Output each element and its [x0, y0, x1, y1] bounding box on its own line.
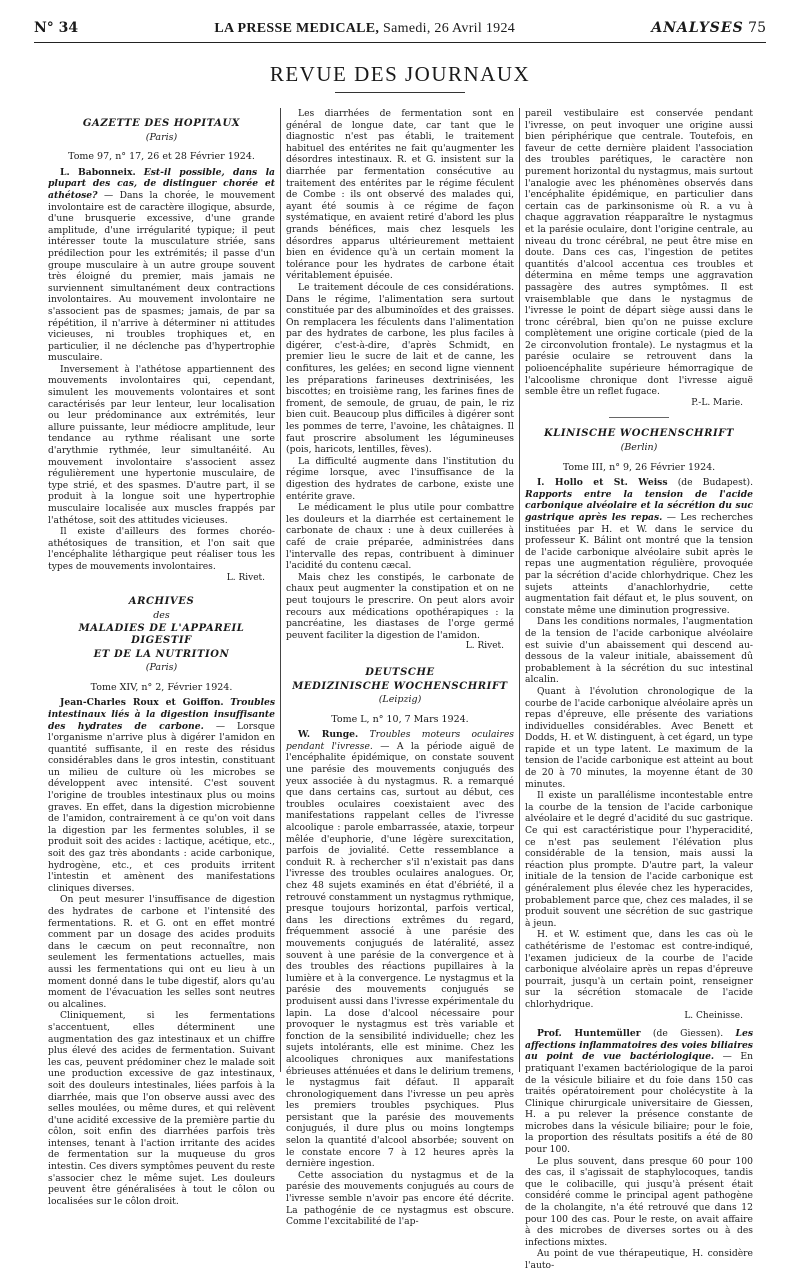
article-paragraph: La difficulté augmente dans l'institution du régime lorsque, avec l'insuffisance de la digestion des hydrates de carbone, existe une entérite grave.	[286, 455, 514, 502]
article-text: — En pratiquant l'examen bactériologique de la paroi de la vésicule biliaire et du foie dans 150 cas traités opératoirement pour cholécystite à la Clinique chirurgicale universitaire de Giessen, H. a pu relever la présence constante de microbes dans la vésicule biliaire; pour le foie, la proportion des résultats positifs a été de 80 pour 100.	[525, 1051, 754, 1156]
article-title: Troubles moteurs oculaires pendant l'ivresse.	[286, 729, 515, 752]
journal-heading: DEUTSCHE	[365, 666, 435, 678]
journal-heading: ARCHIVES	[128, 596, 195, 608]
article-location: (de Giessen).	[652, 1028, 724, 1040]
article-paragraph	[48, 697, 275, 894]
signature: L. Cheinisse.	[684, 1010, 743, 1021]
journal-reference: Tome 97, n° 17, 26 et 28 Février 1924.	[68, 151, 255, 163]
issue-date: Samedi, 26 Avril 1924	[383, 21, 516, 36]
section-title: REVUE DES JOURNAUX	[269, 62, 531, 86]
article-author: L. Babonneix.	[60, 166, 136, 178]
article-title: Est-il possible, dans la plupart des cas, de distinguer chorée et athétose?	[48, 166, 276, 201]
journal-heading: ET DE LA NUTRITION	[93, 648, 230, 660]
article-paragraph: pareil vestibulaire est conservée pendant l'ivresse, on peut invoquer une origine aussi bien périphérique que centrale. Toutefois, en faveur de cette dernière plaident l'association des troubles parétiques, le caractère non purement horizontal du nystagmus, mais surtout l'analogie avec les phénomènes observés dans l'encéphalite épidémique, en particulier dans certain cas de parkinsonisme où R. a vu à chaque aggravation réapparaître le nystagmus et la parésie oculaire, dont l'origine centrale, au niveau du tronc cérébral, ne peut être mise en doute. Dans ces cas, l'ingestion de petites quantités d'alcool accentua ces troubles et détermina en même temps une aggravation passagère des autres symptômes. Il est vraisemblable que dans le nystagmus de l'ivresse le point de départ siège aussi dans le tronc cérébral, bien qu'on ne puisse exclure complètement une origine corticale (pied de la 2e circonvolution frontale). Le nystagmus et la parésie oculaire se retrouvent dans la polioencéphalite supérieure hémorragique de l'alcoolisme chronique dont l'ivresse aiguë semble être un reflet fugace.	[525, 108, 753, 398]
journal-name: LA PRESSE MEDICALE,	[214, 21, 380, 36]
journal-heading: GAZETTE DES HOPITAUX	[82, 118, 241, 129]
article-text: — Les recherches instituées par H. et W. dans le service du professeur K. Bálint ont montré que la tension de l'acide carbonique alvéolaire subit après le repas une augmentation régulière, provoquée par la sécrétion d'acide chlorhydrique. Chez les sujets atteints d'anachlorhydrie, cette augmentation fait défaut et, le plus souvent, on constate même une diminution progressive.	[525, 512, 753, 616]
column-1	[48, 108, 276, 1207]
journal-city: (Paris)	[145, 131, 178, 143]
article-text: — Lorsque l'organisme n'arrive plus à digérer l'amidon en quantité suffisante, il en reste des résidus considérables dans le gros intestin, constituant un milieu de culture où les microbes se développent avec intensité. C'est souvent l'origine de troubles intestinaux plus ou moins graves. En effet, dans la digestion microbienne de l'amidon, contrairement à ce qu'on voit dans la digestion par les fermentes solubles, il se produit soit des acides : lactique, acétique, etc., soit des gaz très abondants : acide carbonique, hydrogène, etc., et ces produits irritent l'intestin et amènent des manifestations cliniques diverses.	[48, 720, 275, 894]
article-paragraph: Le traitement découle de ces considérations. Dans le régime, l'alimentation sera surtout constituée par des albuminoïdes et des graisses. On remplacera les féculents dans l'alimentation par des hydrates de carbone, les plus faciles à digérer, c'est-à-dire, d'après Schmidt, en premier lieu le sucre de lait et de canne, les confitures, les gelées; en second ligne viennent les préparations farineuses dextrinisées, les biscottes; en troisième rang, les farines fines de froment, de semoule, de gruau, de pain, le riz bien cuit. Beaucoup plus difficiles à digérer sont les pommes de terre, l'avoine, les châtaignes. Il faut proscrire absolument les légumineuses (pois, haricots, lentilles, fèves).	[286, 281, 514, 456]
journal-city: (Paris)	[145, 662, 178, 674]
article-paragraph: Quant à l'évolution chronologique de la courbe de l'acide carbonique alvéolaire après un repas d'épreuve, elle présente des variations individuelles considérables. Avec Benett et Dodds, H. et W. distinguent, à cet égard, un type rapide et un type latent. Le maximum de la tension de l'acide carbonique est atteint au bout de 20 à 70 minutes, la moyenne étant de 30 minutes.	[525, 685, 753, 790]
header-rule	[34, 42, 766, 43]
article-paragraph: Les diarrhées de fermentation sont en général de longue date, car tant que le diagnostic n'est pas établi, le traitement habituel des entérites ne fait qu'augmenter les désordres intestinaux. R. et G. insistent sur la diarrhée par fermentation consécutive au traitement des entérites par le régime féculent de Combe : ils ont observé des malades qui, ayant été soumis à ce régime de façon systématique, en avaient retiré d'abord les plus grands bénéfices, mais chez lesquels les désordres apparus ultérieurement mettaient bien en évidence qu'à un certain moment la tolérance pour les hydrates de carbone était véritablement épuisée.	[286, 108, 514, 282]
running-title	[214, 21, 515, 37]
article-paragraph	[525, 477, 753, 616]
column-divider	[280, 108, 281, 1072]
column-divider	[519, 108, 520, 1072]
column-2	[286, 108, 515, 1228]
article-paragraph: Cliniquement, si les fermentations s'accentuent, elles déterminent une augmentation des gaz intestinaux et un chiffre plus élevé des acides de fermentation. Suivant les cas, peuvent prédominer chez le malade soit une production excessive de gaz intestinaux, soit des douleurs intestinales, liées parfois à la diarrhée, mais que l'on observe aussi avec des selles moulées, ou même dures, et qui relèvent d'une acidité excessive de la première partie du côlon, soit enfin des diarrhées parfois très intenses, tenant à l'action irritante des acides de fermentation sur la muqueuse du gros intestin. Ces divers symptômes peuvent du reste s'associer chez le même sujet. Les douleurs peuvent être généralisées à tout le côlon ou localisées sur le côlon droit.	[48, 1010, 275, 1207]
section-page	[651, 20, 766, 36]
page-header	[34, 20, 766, 42]
issue-number: N° 34	[34, 20, 79, 36]
article-paragraph: Au point de vue thérapeutique, H. considère l'auto-	[525, 1248, 753, 1271]
article-title: Troubles intestinaux liés à la digestion insuffisante des hydrates de carbone.	[48, 697, 275, 732]
article-title: Les affections inflammatoires des voies biliaires au point de vue bactériologique.	[525, 1028, 753, 1063]
article-text: — Dans la chorée, le mouvement involontaire est de caractère illogique, absurde, d'une brusquerie excessive, d'une grande amplitude, d'une irrégularité typique; il peut intéresser toute la musculature striée, sans prédilection pour les extrémités; il passe d'un groupe musculaire à un autre groupe souvent très éloigné du premier, mais jamais ne surviennent simultanément deux contractions involontaires. Au mouvement involontaire ne s'associent pas de spasmes; jamais, de par sa répétition, il n'arrive à déterminer ni attitudes vicieuses, ni troubles trophiques et, en particulier, il ne déclenche pas d'hypertrophie musculaire.	[48, 189, 275, 364]
column-3	[525, 108, 754, 1271]
article-paragraph: Dans les conditions normales, l'augmentation de la tension de l'acide carbonique alvéolaire est suivie d'un abaissement qui descend au-dessous de la valeur initiale, abaissement dû probablement à la sécrétion du suc intestinal alcalin.	[525, 616, 753, 686]
article-author: Prof. Huntemüller	[537, 1028, 641, 1040]
article-author: Jean-Charles Roux et Goiffon.	[60, 697, 224, 709]
journal-heading: KLINISCHE WOCHENSCHRIFT	[543, 428, 735, 440]
journal-heading: MALADIES DE L'APPAREIL DIGESTIF	[78, 623, 245, 646]
article-author: I. Hollo et St. Weiss	[537, 477, 668, 489]
article-paragraph: Le plus souvent, dans presque 60 pour 100 des cas, il s'agissait de staphylocoques, tandis que le colibacille, qui jusqu'à présent était considéré comme le principal agent pathogène de la cholangite, n'a été retrouvé que dans 12 pour 100 des cas. Pour le reste, on avait affaire à des microbes de diverses sortes ou à des infections mixtes.	[525, 1155, 753, 1248]
article-paragraph: Le médicament le plus utile pour combattre les douleurs et la diarrhée est certainement le carbonate de chaux : une à deux cuillerées à café de craie préparée, administrées dans l'intervalle des repas, contribuent à diminuer l'acidité du contenu cæcal.	[286, 502, 514, 572]
article-paragraph	[286, 729, 514, 1170]
article-paragraph: Cette association du nystagmus et de la parésie des mouvements conjugués au cours de l'ivresse semble n'avoir pas encore été décrite. La pathogénie de ce nystagmus est obscure. Comme l'excitabilité de l'ap-	[286, 1169, 514, 1228]
journal-city: (Leipzig)	[378, 694, 422, 706]
article-location: (de Budapest).	[677, 477, 753, 489]
article-paragraph: Il existe un parallélisme incontestable entre la courbe de la tension de l'acide carbonique alvéolaire et le degré d'acidité du suc gastrique. Ce qui est caractéristique pour l'hyperacidité, ce n'est pas seulement l'élévation plus considérable de la tension, mais aussi la réaction plus prompte. D'autre part, la valeur initiale de la tension de l'acide carbonique est généralement plus élevée chez les hyperacides, probablement parce que, chez ces malades, il se produit souvent une sécrétion de suc gastrique à jeun.	[525, 790, 753, 929]
article-paragraph	[525, 1028, 753, 1156]
section-name: ANALYSES	[651, 20, 744, 36]
article-paragraph: Mais chez les constipés, le carbonate de chaux peut augmenter la constipation et on ne peut toujours le prescrire. On peut alors avoir recours aux médications opothérapiques : la pancréatine, les diastases de l'orge germé peuvent faciliter la digestion de l'amidon.	[286, 571, 514, 641]
journal-reference: Tome III, n° 9, 26 Février 1924.	[562, 461, 716, 473]
article-text: — A la période aiguë de l'encéphalite épidémique, on constate souvent une parésie des mouvements conjugués des yeux associée à du nystagmus. R. a remarqué que dans certains cas, surtout au début, ces troubles oculaires coexistaient avec des manifestations rappelant celles de l'ivresse alcoolique : parole embarrassée, ataxie, torpeur mêlée d'euphorie, d'une légère surexcitation, parfois de jovialité. Cette ressemblance a conduit R. à rechercher s'il n'existait pas dans l'ivresse des troubles oculaires analogues. Or, chez 48 sujets examinés en état d'ébriété, il a retrouvé constamment un nystagmus rythmique, presque toujours horizontal, parfois vertical, dans les directions extrêmes du regard, fréquemment associé à une parésie des mouvements conjugués de latéralité, assez souvent à une parésie de la convergence et à des troubles des réactions pupillaires à la lumière et à la convergence. Le nystagmus et la parésie des mouvements conjugués se produisent aussi dans l'ivresse expérimentale du lapin. La dose d'alcool nécessaire pour provoquer le nystagmus est très variable et fonction de la sensibilité individuelle; chez les sujets intolérants, elle est minime. Chez les alcooliques chroniques aux manifestations ébrieuses atténuées et dans le delirium tremens, le nystagmus fait défaut. Il apparaît chronologiquement dans l'ivresse un peu après les premiers troubles psychiques. Plus persistant que la parésie des mouvements conjugués, il dure plus ou moins longtemps selon la quantité d'alcool absorbée; souvent on le constate encore 7 à 12 heures après la dernière ingestion.	[286, 740, 515, 1170]
article-paragraph: Inversement à l'athétose appartiennent des mouvements involontaires qui, cependant, simulent les mouvements volontaires et sont caractérisés par leur lenteur, leur localisation ou leur prédominance aux extrémités, leur allure puissante, leur médiocre amplitude, leur tendance au rythme réalisant une sorte d'arythmie rythmée, leur simultanéité. Au mouvement involontaire s'associent assez régulièrement une hypertonie musculaire, de type strié, et des spasmes. D'autre part, il se produit à la longue soit une hypertrophie musculaire localisée aux muscles frappés par l'athétose, soit des attitudes vicieuses.	[48, 363, 275, 526]
page-number: 75	[748, 20, 766, 36]
article-paragraph: On peut mesurer l'insuffisance de digestion des hydrates de carbone et l'intensité des fermentations. R. et G. ont en effet montré comment par un dosage des acides produits dans le cæcum on peut reconnaître, non seulement les fermentations actuelles, mais aussi les fermentations qui ont eu lieu à un moment donné dans le tube digestif, alors qu'au moment de l'évacuation les selles sont neutres ou alcalines.	[48, 894, 275, 1010]
journal-heading-connector: des	[153, 609, 170, 621]
article-paragraph	[48, 167, 275, 364]
article-author: W. Runge.	[298, 729, 359, 741]
article-paragraph: H. et W. estiment que, dans les cas où le cathétérisme de l'estomac est contre-indiqué, l'examen judicieux de la courbe de l'acide carbonique alvéolaire après un repas d'épreuve pourrait, jusqu'à un certain point, renseigner sur la sécrétion stomacale de l'acide chlorhydrique.	[525, 929, 753, 1010]
journal-reference: Tome L, n° 10, 7 Mars 1924.	[331, 713, 469, 725]
journal-reference: Tome XIV, n° 2, Février 1924.	[90, 681, 233, 693]
signature: L. Rivet.	[226, 572, 265, 583]
signature: L. Rivet.	[465, 641, 504, 652]
article-title: Rapports entre la tension de l'acide carbonique alvéolaire et la sécrétion du suc gastrique après les repas.	[525, 488, 753, 523]
title-rule	[335, 92, 465, 93]
journal-heading: MEDIZINISCHE WOCHENSCHRIFT	[292, 680, 508, 692]
section-rule	[609, 417, 669, 418]
signature: P.-L. Marie.	[691, 397, 743, 408]
journal-city: (Berlin)	[620, 442, 658, 454]
article-paragraph: Il existe d'ailleurs des formes choréo-athétosiques de transition, et l'on sait que l'encéphalite léthargique peut réaliser tous les types de mouvements involontaires.	[48, 526, 275, 572]
